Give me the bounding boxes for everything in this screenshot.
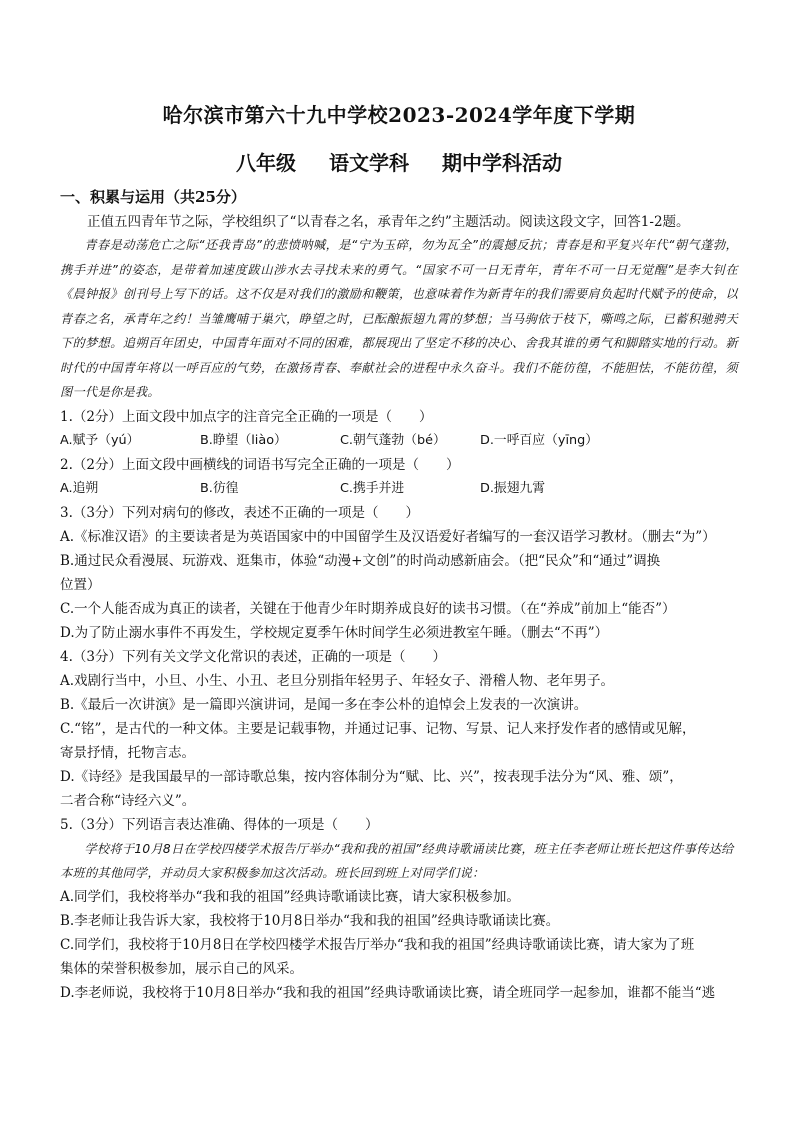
section-heading: 一、积累与运用（共25分） [60, 188, 246, 206]
question-3-option-b: B.通过民众看漫展、玩游戏、逛集市，体验“动漫+文创”的时尚动感新庙会。（把“民众”和“通过”调换 [60, 552, 661, 569]
exam-subtitle [60, 150, 738, 176]
grade-label: 八年级 [236, 151, 297, 175]
question-3-stem: 3.（3分）下列对病句的修改，表述不正确的一项是（ ） [60, 504, 419, 521]
question-3-option-d: D.为了防止溺水事件不再发生，学校规定夏季午休时间学生必须进教室午睡。（删去“不再”） [60, 624, 609, 641]
option-a: A.追朔 [60, 480, 99, 496]
question-4-option-b: B.《最后一次讲演》是一篇即兴演讲词，是闻一多在李公朴的追悼会上发表的一次演讲。 [60, 696, 588, 713]
reading-passage: 青春是动荡危亡之际“还我青岛”的悲愤呐喊，是“宁为玉碎，勿为瓦全”的震撼反抗；青春是和平复兴年代“朝气蓬勃，携手并进”的姿态，是带着加速度跋山涉水去寻找未来的勇气。“国家不可一日无青年，青年不可一日无觉醒”是李大钊在《晨钟报》创刊号上写下的话。这不仅是对我们的激励和鞭策，也意味着作为新青年的我们需要肩负起时代赋予的使命，以青春之名，承青年之约！当雏鹰哺于巢穴，睁望之时，已酝酿振翅九霄的梦想；当马驹依于枝下，嘶鸣之际，已蓄积驰骋天下的梦想。追朔百年团史，中国青年面对不同的困难，都展现出了坚定不移的决心、舍我其谁的勇气和脚踏实地的行动。新时代的中国青年将以一呼百应的气势，在激扬青春、奉献社会的进程中永久奋斗。我们不能彷徨，不能胆怯，不能彷徨，须图一代是你是我。 [60, 238, 738, 399]
question-4-option-a: A.戏剧行当中，小旦、小生、小丑、老旦分别指年轻男子、年轻女子、滑稽人物、老年男子。 [60, 672, 615, 689]
question-4-option-d-cont: 二者合称“诗经六义”。 [60, 792, 196, 809]
question-5-option-c-cont: 集体的荣誉积极参加，展示自己的风采。 [60, 960, 303, 977]
section-intro: 正值五四青年节之际，学校组织了“以青春之名，承青年之约”主题活动。阅读这段文字，回答1-2题。 [87, 214, 690, 230]
option-b: B.睁望（liào） [200, 432, 287, 448]
option-c: C.携手并进 [340, 480, 405, 496]
option-b: B.彷徨 [200, 480, 239, 496]
activity-label: 期中学科活动 [441, 151, 562, 175]
exam-page [60, 90, 738, 1005]
question-3-option-b-cont: 位置） [60, 576, 101, 593]
question-3-option-c: C.一个人能否成为真正的读者，关键在于他青少年时期养成良好的读书习惯。（在“养成”前加上“能否”） [60, 600, 676, 617]
question-4-option-c-cont: 寄景抒情，托物言志。 [60, 744, 195, 761]
question-2-stem: 2.（2分）上面文段中画横线的词语书写完全正确的一项是（ ） [60, 456, 460, 473]
question-3-option-a: A.《标准汉语》的主要读者是为英语国家中的中国留学生及汉语爱好者编写的一套汉语学习教材。（删去“为”） [60, 528, 716, 545]
exam-title: 哈尔滨市第六十九中学校2023-2024学年度下学期 [162, 103, 636, 127]
question-1-stem: 1.（2分）上面文段中加点字的注音完全正确的一项是（ ） [60, 408, 433, 425]
question-4-option-d: D.《诗经》是我国最早的一部诗歌总集，按内容体制分为“赋、比、兴”，按表现手法分为“风、雅、颂”， [60, 768, 683, 785]
question-5-option-b: B.李老师让我告诉大家，我校将于10月8日举办“我和我的祖国”经典诗歌诵读比赛。 [60, 912, 560, 929]
option-d: D.振翅九霄 [480, 480, 546, 496]
question-4-option-c: C.“铭”，是古代的一种文体。主要是记载事物，并通过记事、记物、写景、记人来抒发作者的感情或见解， [60, 720, 696, 737]
question-1-options [60, 429, 738, 453]
question-5-stem: 5.（3分）下列语言表达准确、得体的一项是（ ） [60, 816, 379, 833]
question-2-options [60, 477, 738, 501]
question-4-stem: 4.（3分）下列有关文学文化常识的表述，正确的一项是（ ） [60, 648, 446, 665]
subject-label: 语文学科 [329, 151, 409, 175]
option-a: A.赋予（yú） [60, 432, 140, 448]
option-c: C.朝气蓬勃（bé） [340, 432, 446, 448]
question-5-option-d: D.李老师说，我校将于10月8日举办“我和我的祖国”经典诗歌诵读比赛，请全班同学一起参加，谁都不能当“逃 [60, 984, 716, 1001]
question-5-option-c: C.同学们，我校将于10月8日在学校四楼学术报告厅举办“我和我的祖国”经典诗歌诵读比赛，请大家为了班 [60, 936, 695, 953]
option-d: D.一呼百应（yīng） [480, 432, 599, 448]
question-5-option-a: A.同学们，我校将举办“我和我的祖国”经典诗歌诵读比赛，请大家积极参加。 [60, 888, 520, 905]
question-5-scenario: 学校将于10月8日在学校四楼学术报告厅举办“我和我的祖国”经典诗歌诵读比赛，班主任李老师让班长把这件事传达给本班的其他同学，并动员大家积极参加这次活动。班长回到班上对同学们说： [60, 841, 734, 880]
